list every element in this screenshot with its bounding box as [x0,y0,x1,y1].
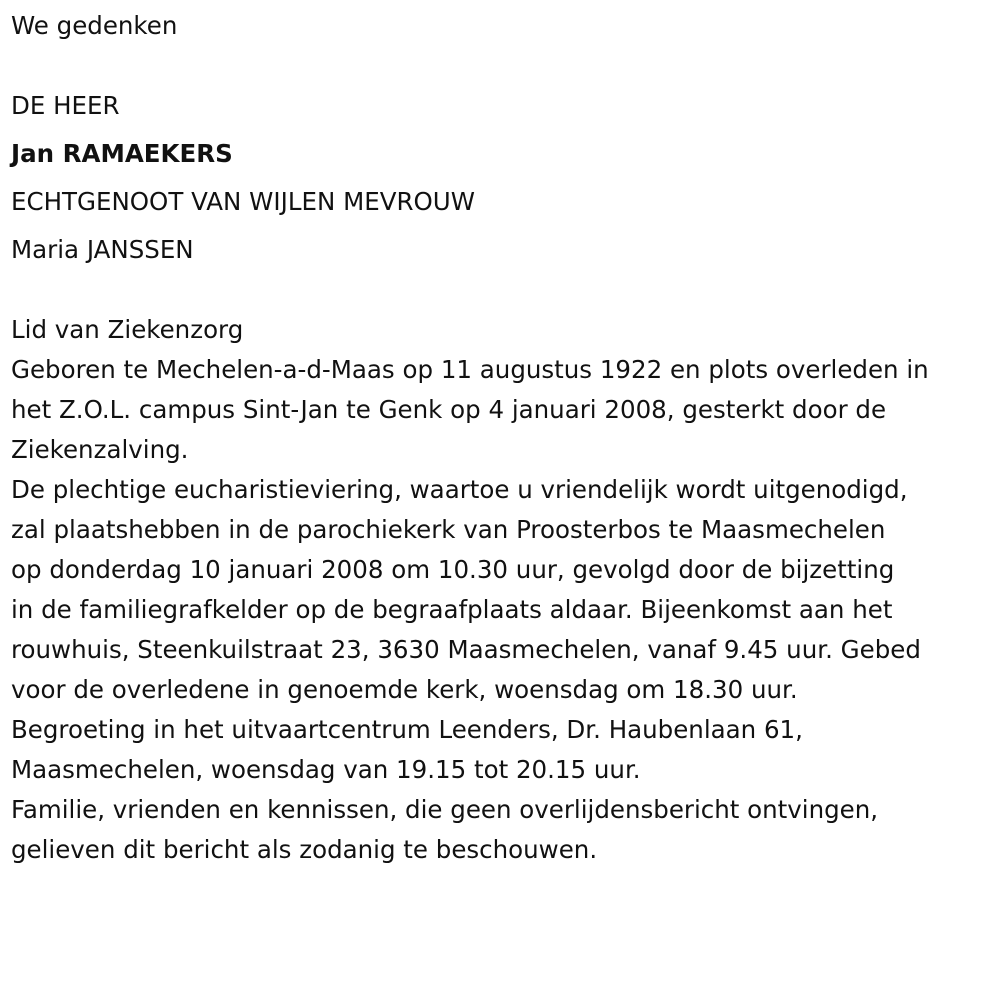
paragraph-line: Familie, vrienden en kennissen, die geen overlijdensbericht ontvingen, [11,795,879,824]
paragraph-line: Ziekenzalving. [11,435,189,464]
closing-paragraph [11,790,991,870]
paragraph-line: voor de overledene in genoemde kerk, woensdag om 18.30 uur. [11,675,798,704]
paragraph-line: zal plaatshebben in de parochiekerk van Proosterbos te Maasmechelen [11,515,886,544]
membership-text: Lid van Ziekenzorg [11,315,244,344]
ceremony-paragraph [11,470,991,790]
spouse-name: Maria JANSSEN [11,235,194,264]
paragraph-line: het Z.O.L. campus Sint-Jan te Genk op 4 januari 2008, gesterkt door de [11,395,887,424]
paragraph-line: Begroeting in het uitvaartcentrum Leenders, Dr. Haubenlaan 61, [11,715,803,744]
intro-text: We gedenken [11,11,178,40]
paragraph-line: Maasmechelen, woensdag van 19.15 tot 20.15 uur. [11,755,641,784]
paragraph-line: Geboren te Mechelen-a-d-Maas op 11 augustus 1922 en plots overleden in [11,355,929,384]
paragraph-line: De plechtige eucharistieviering, waartoe u vriendelijk wordt uitgenodigd, [11,475,908,504]
paragraph-line: rouwhuis, Steenkuilstraat 23, 3630 Maasmechelen, vanaf 9.45 uur. Gebed [11,635,921,664]
title-prefix: DE HEER [11,91,120,120]
obituary-document [11,6,991,870]
spouse-relation: ECHTGENOOT VAN WIJLEN MEVROUW [11,187,475,216]
birth-death-paragraph [11,350,991,470]
paragraph-line: gelieven dit bericht als zodanig te beschouwen. [11,835,598,864]
deceased-name: Jan RAMAEKERS [11,139,233,168]
paragraph-line: in de familiegrafkelder op de begraafplaats aldaar. Bijeenkomst aan het [11,595,893,624]
paragraph-line: op donderdag 10 januari 2008 om 10.30 uur, gevolgd door de bijzetting [11,555,895,584]
